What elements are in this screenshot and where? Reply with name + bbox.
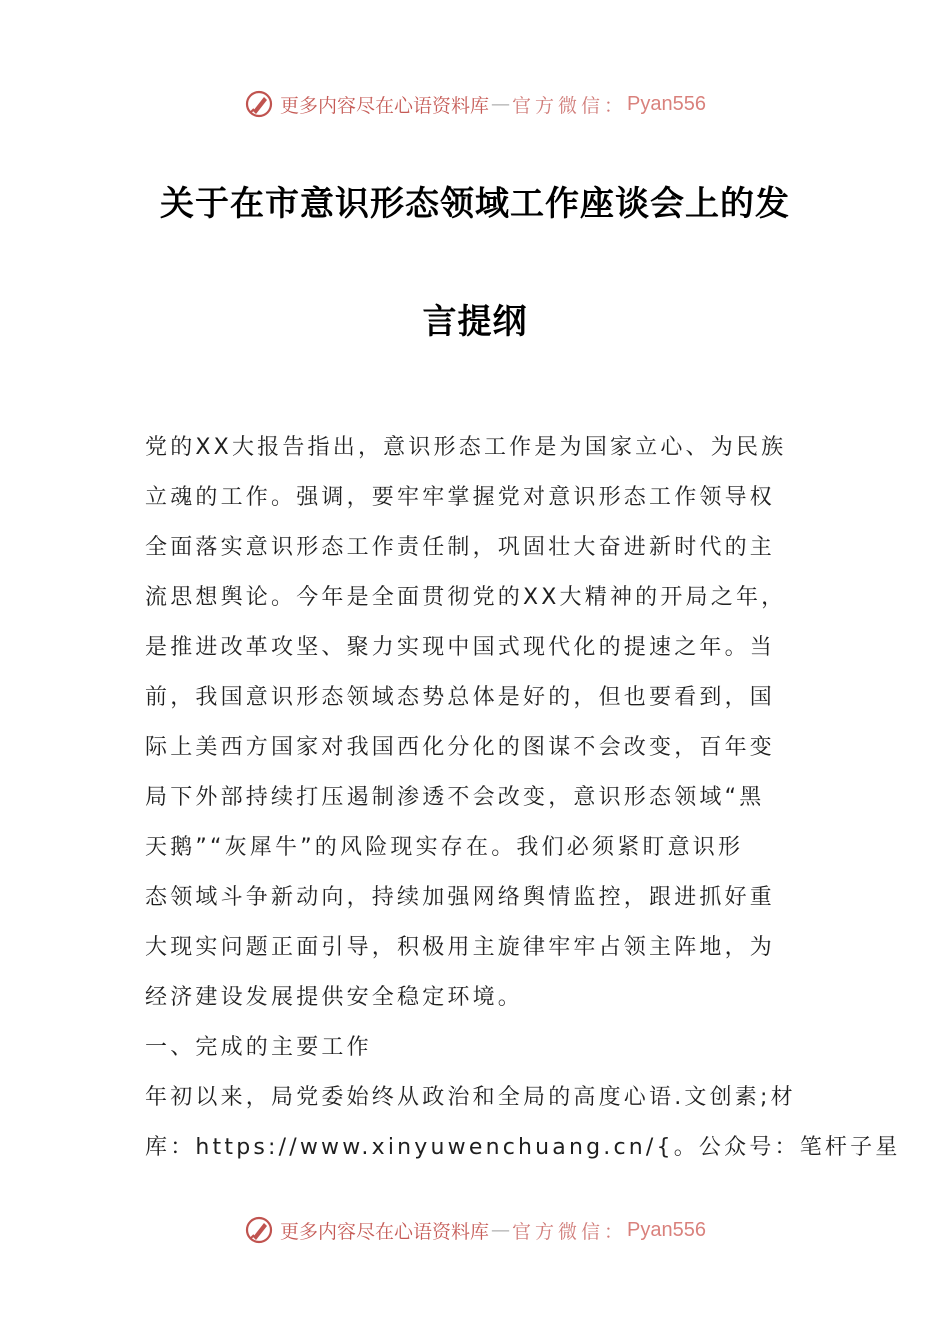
section-heading: 一、完成的主要工作: [145, 1035, 372, 1060]
banner-wechat-label: 官方微信：: [512, 94, 628, 117]
banner-separator: —: [491, 1219, 511, 1241]
banner-main-text: 更多内容尽在心语资料库: [280, 94, 490, 117]
body-line: 年初以来，局党委始终从政治和全局的高度心语.文创素;材: [145, 1085, 796, 1110]
body-line: 经济建设发展提供安全稳定环境。: [145, 985, 524, 1010]
body-line: 立魂的工作。强调，要牢牢掌握党对意识形态工作领导权: [145, 485, 776, 510]
header-banner: [0, 84, 950, 124]
body-line: 党的XX大报告指出，意识形态工作是为国家立心、为民族: [145, 435, 787, 460]
body-line: 大现实问题正面引导，积极用主旋律牢牢占领主阵地，为: [145, 935, 776, 960]
body-line: 天鹅”“灰犀牛”的风险现实存在。我们必须紧盯意识形: [145, 835, 744, 860]
document-title-line-2: 言提纲: [422, 302, 528, 342]
body-line: 流思想舆论。今年是全面贯彻党的XX大精神的开局之年，: [145, 585, 787, 610]
banner-wechat-id: Pyan556: [627, 92, 706, 115]
body-line: 际上美西方国家对我国西化分化的图谋不会改变，百年变: [145, 735, 776, 760]
body-line: 态领域斗争新动向，持续加强网络舆情监控，跟进抓好重: [145, 885, 776, 910]
body-line: 库：https://www.xinyuwenchuang.cn/{。公众号：笔杆子星: [145, 1135, 901, 1160]
banner-main-text: 更多内容尽在心语资料库: [280, 1220, 490, 1243]
banner-wechat-label: 官方微信：: [512, 1220, 628, 1243]
body-line: 前，我国意识形态领域态势总体是好的，但也要看到，国: [145, 685, 776, 710]
pen-nib-circle-icon: [244, 1215, 274, 1245]
pen-nib-circle-icon: [244, 89, 274, 119]
body-line: 局下外部持续打压遏制渗透不会改变，意识形态领域“黑: [145, 785, 765, 810]
banner-wechat-id: Pyan556: [627, 1218, 706, 1241]
document-title-line-1: 关于在市意识形态领域工作座谈会上的发: [160, 184, 790, 224]
banner-separator: —: [491, 93, 511, 115]
body-line: 是推进改革攻坚、聚力实现中国式现代化的提速之年。当: [145, 635, 776, 660]
body-line: 全面落实意识形态工作责任制，巩固壮大奋进新时代的主: [145, 535, 776, 560]
document-body: [145, 423, 901, 1173]
footer-banner: [0, 1210, 950, 1250]
